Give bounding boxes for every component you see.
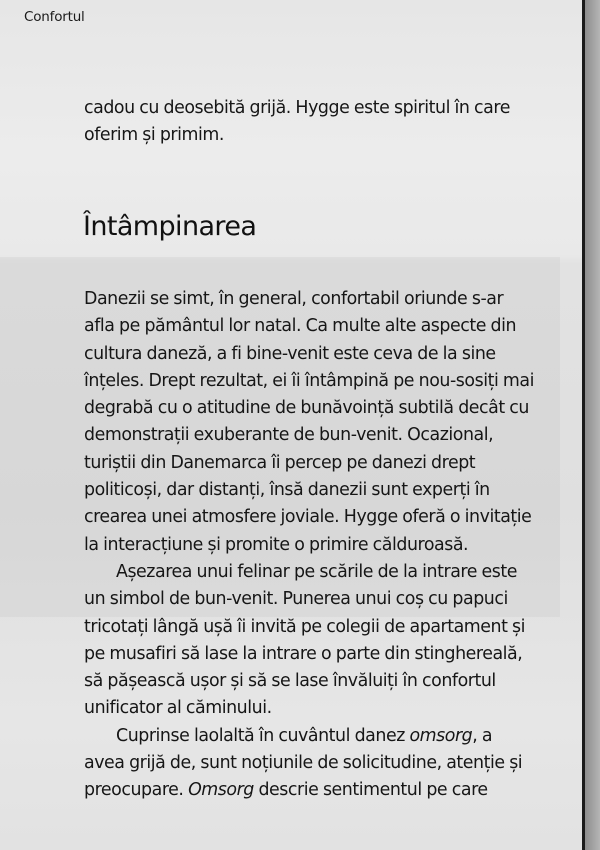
paragraph-3: [84, 723, 534, 805]
paragraph-3-part-2: , a avea grijă de, sunt noțiunile de solicitudine, atenție și preocupare.: [84, 725, 523, 801]
adjacent-page-edge: [585, 0, 600, 850]
section-body: [84, 286, 534, 805]
section-heading: Întâmpinarea: [83, 211, 257, 242]
paragraph-3-part-3: descrie sentimentul pe care: [253, 780, 488, 801]
paragraph-2: Așezarea unui felinar pe scările de la intrare este un simbol de bun-venit. Punerea unui coș cu papuci tricotați lângă ușă îi invită pe colegii de apartament și pe musafiri să lase la intrare o parte din stinghereală, să pășească ușor și să se lase învăluiți în confortul unificator al căminului.: [84, 561, 526, 719]
paragraph-3-part-1: Cuprinse laolaltă în cuvântul danez: [116, 725, 410, 746]
intro-text: cadou cu deosebită grijă. Hygge este spiritul în care oferim și primim.: [84, 98, 510, 146]
term-omsorg: omsorg: [409, 725, 473, 746]
paragraph-1: Danezii se simt, în general, confortabil oriunde s-ar afla pe pământul lor natal. Ca multe alte aspecte din cultura daneză, a fi bine-venit este ceva de la sine înțeles. Drept rezultat, ei îi întâmpină pe nou-sosiți mai degrabă cu o atitudine de bunăvoință subtilă decât cu demonstrații exuberante de bun-venit. Ocazional, turiștii din Danemarca îi percep pe danezi drept politicoși, dar distanți, însă danezii sunt experți în crearea unei atmosfere joviale. Hygge oferă o invitație la interacțiune și promite o primire călduroasă.: [84, 289, 534, 555]
term-omsorg-2: Omsorg: [188, 780, 254, 801]
running-head: Confortul: [24, 9, 85, 25]
intro-paragraph: [84, 95, 534, 150]
